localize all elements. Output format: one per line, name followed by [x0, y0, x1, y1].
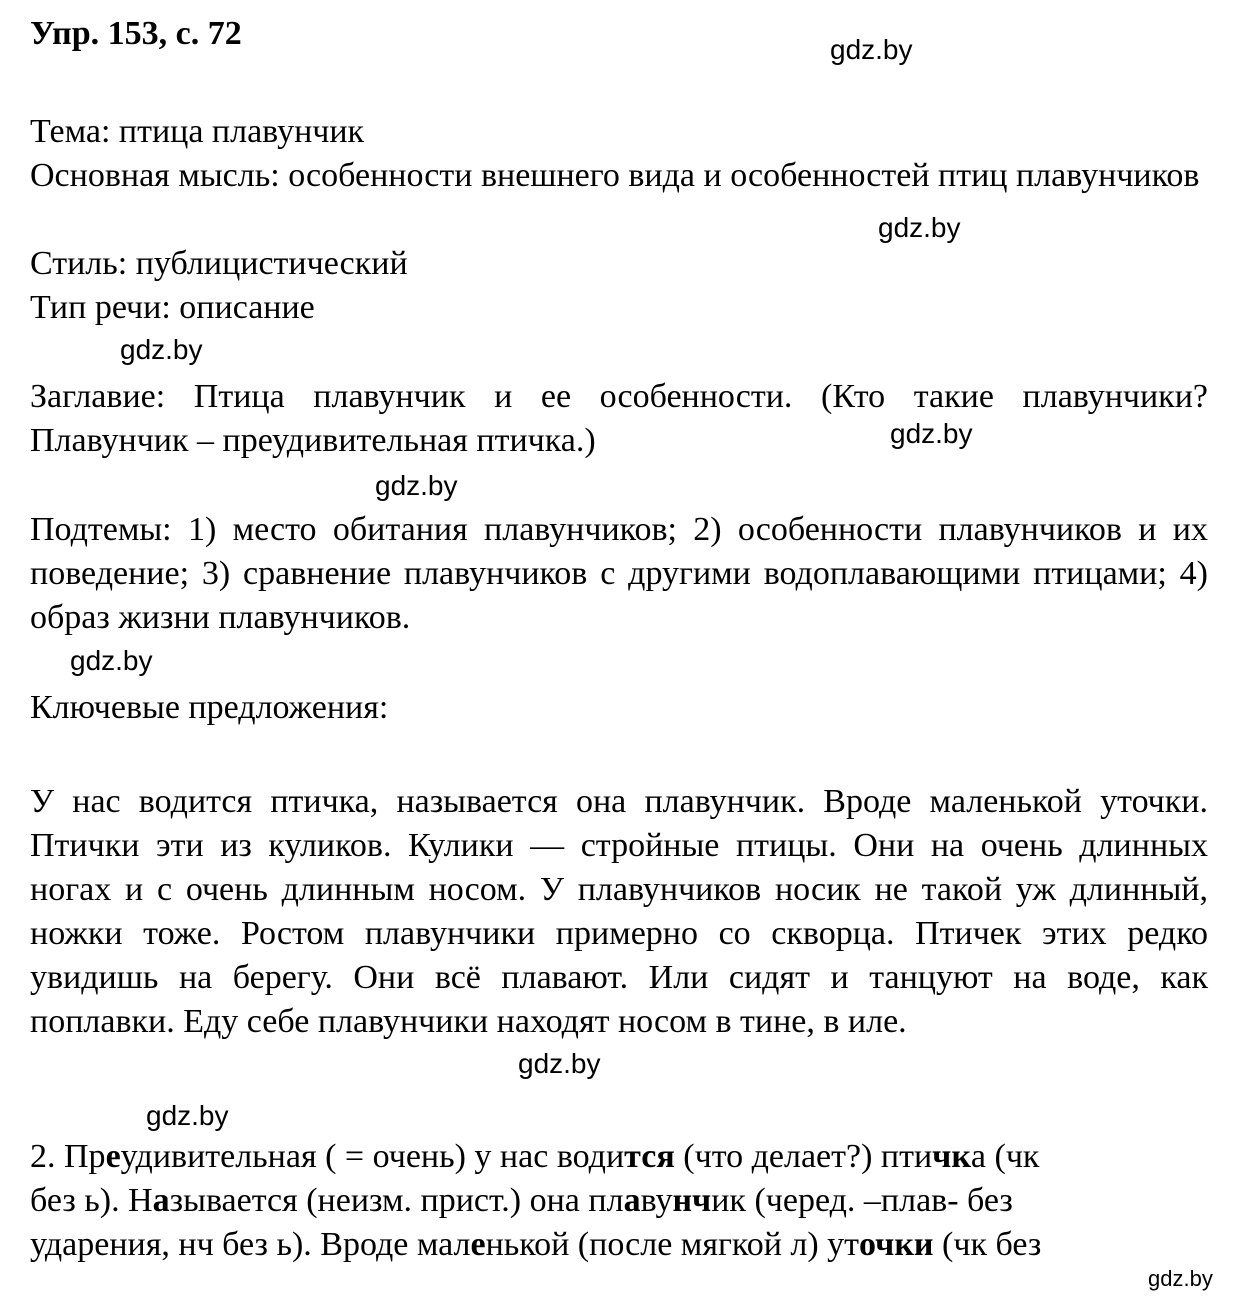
speech-type: Тип речи: описание	[30, 289, 315, 326]
task2-line-1: 2. Преудивительная ( = очень) у нас водится (что делает?) птичка (чк	[30, 1138, 1040, 1175]
watermark: gdz.by	[70, 645, 153, 676]
watermark: gdz.by	[878, 212, 961, 243]
watermark: gdz.by	[375, 470, 458, 501]
style: Стиль: публицистический	[30, 245, 408, 282]
main-idea: Основная мысль: особенности внешнего вида и особенностей птиц плавунчиков	[30, 157, 1200, 194]
key-sentences-label: Ключевые предложения:	[30, 689, 389, 726]
task2-line-2: без ь). Называется (неизм. прист.) она плавунчик (черед. –плав- без	[30, 1182, 1013, 1219]
watermark: gdz.by	[146, 1100, 229, 1131]
heading-options: Заглавие: Птица плавунчик и ее особенности. (Кто такие плавунчики? Плавунчик – преудивительная птичка.)	[30, 378, 1208, 459]
task2-line-3: ударения, нч без ь). Вроде маленькой (после мягкой л) уточки (чк без	[30, 1226, 1042, 1263]
task2-block	[30, 1135, 1208, 1267]
page-title: Упр. 153, с. 72	[30, 15, 242, 52]
topic: Тема: птица плавунчик	[30, 113, 365, 150]
watermark: gdz.by	[1148, 1266, 1213, 1291]
watermark: gdz.by	[890, 418, 973, 449]
source-text: У нас водится птичка, называется она плавунчик. Вроде маленькой уточки. Птички эти из куликов. Кулики — стройные птицы. Они на очень длинных ногах и с очень длинным носом. У плавунчиков носик не такой уж длинный, ножки тоже. Ростом плавунчики примерно со скворца. Птичек этих редко увидишь на берегу. Они всё плавают. Или сидят и танцуют на воде, как поплавки. Еду себе плавунчики находят носом в тине, в иле.	[30, 783, 1208, 1040]
watermark: gdz.by	[830, 34, 913, 65]
watermark: gdz.by	[120, 334, 203, 365]
watermark: gdz.by	[518, 1048, 601, 1079]
subtopics: Подтемы: 1) место обитания плавунчиков; 2) особенности плавунчиков и их поведение; 3) сравнение плавунчиков с другими водоплавающими птицами; 4) образ жизни плавунчиков.	[30, 511, 1208, 636]
